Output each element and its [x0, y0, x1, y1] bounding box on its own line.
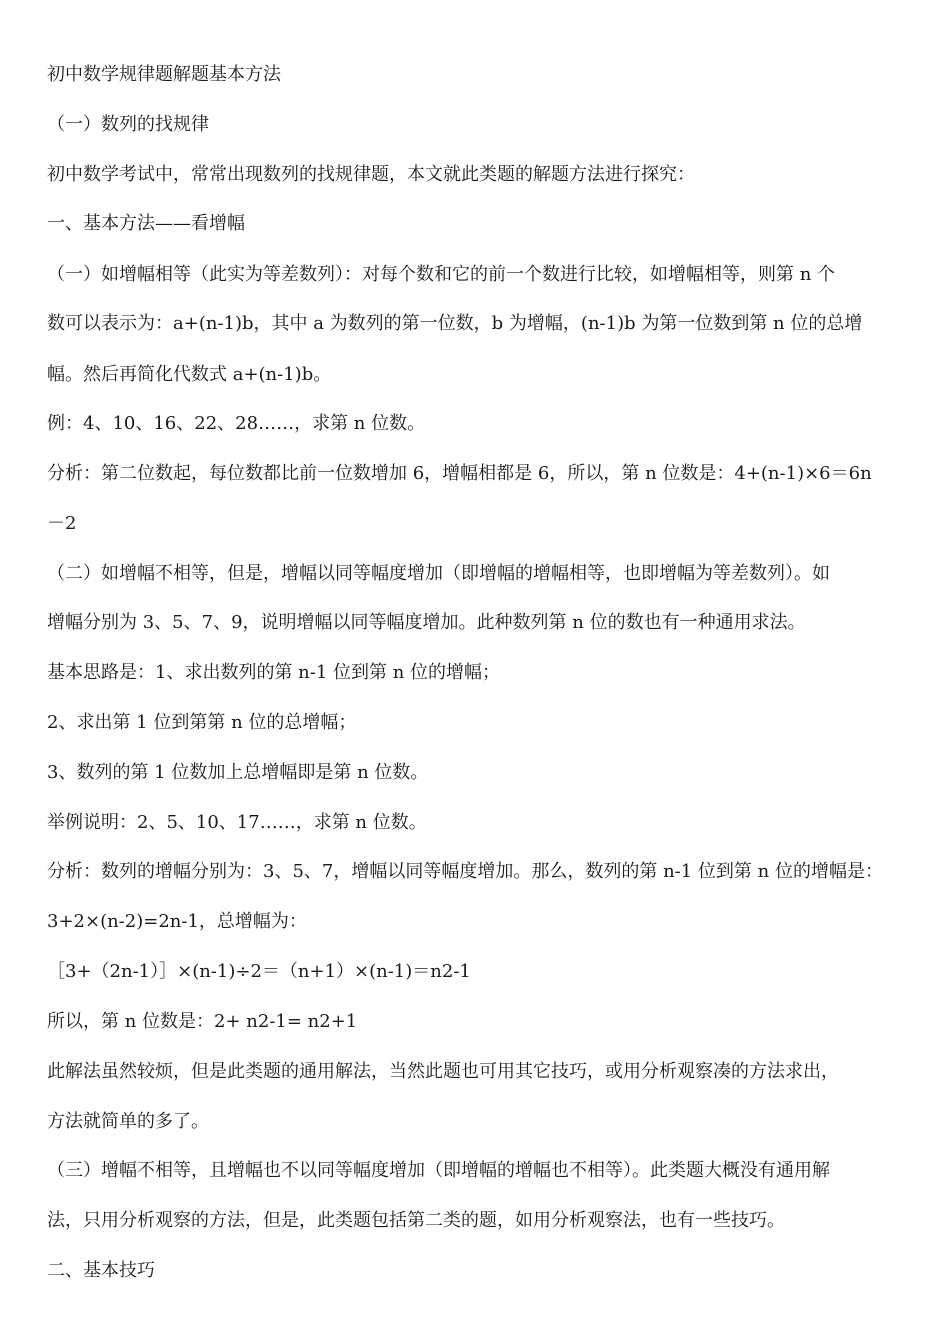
- formula-line: 所以，第 n 位数是：2+ n2-1= n2+1: [47, 1011, 358, 1032]
- paragraph-line: 此解法虽然较烦，但是此类题的通用解法，当然此题也可用其它技巧，或用分析观察凑的方法求出，: [47, 1061, 839, 1082]
- formula-line: ［3+（2n-1）］×(n-1)÷2＝（n+1）×(n-1)＝n2-1: [47, 961, 471, 982]
- document-title: 初中数学规律题解题基本方法: [47, 64, 281, 85]
- paragraph-line: 数可以表示为：a+(n-1)b，其中 a 为数列的第一位数，b 为增幅，(n-1)b 为第一位数到第 n 位的总增: [47, 313, 863, 334]
- analysis-line: 分析：数列的增幅分别为：3、5、7，增幅以同等幅度增加。那么，数列的第 n-1 位到第 n 位的增幅是：: [47, 861, 883, 882]
- paragraph-line: 幅。然后再简化代数式 a+(n-1)b。: [47, 364, 332, 385]
- section-heading: 二、基本技巧: [47, 1260, 155, 1281]
- paragraph-line: 法，只用分析观察的方法，但是，此类题包括第二类的题，如用分析观察法，也有一些技巧。: [47, 1210, 785, 1231]
- paragraph-line: 增幅分别为 3、5、7、9，说明增幅以同等幅度增加。此种数列第 n 位的数也有一种通用求法。: [47, 612, 806, 633]
- paragraph-line: （二）如增幅不相等，但是，增幅以同等幅度增加（即增幅的增幅相等，也即增幅为等差数列）。如: [47, 563, 830, 584]
- paragraph-line: （一）如增幅相等（此实为等差数列）：对每个数和它的前一个数进行比较，如增幅相等，则第 n 个: [47, 264, 836, 285]
- paragraph-line: 方法就简单的多了。: [47, 1111, 209, 1132]
- section-heading: （一）数列的找规律: [47, 114, 209, 135]
- example-line: 例：4、10、16、22、28……，求第 n 位数。: [47, 413, 426, 434]
- paragraph-line: 3、数列的第 1 位数加上总增幅即是第 n 位数。: [47, 762, 429, 783]
- paragraph-line: 初中数学考试中，常常出现数列的找规律题，本文就此类题的解题方法进行探究：: [47, 164, 695, 185]
- analysis-line: －2: [47, 513, 77, 534]
- analysis-line: 分析：第二位数起，每位数都比前一位数增加 6，增幅相都是 6，所以，第 n 位数是：4+(n-1)×6＝6n: [47, 463, 872, 484]
- paragraph-line: 2、求出第 1 位到第第 n 位的总增幅；: [47, 712, 357, 733]
- paragraph-line: 基本思路是：1、求出数列的第 n-1 位到第 n 位的增幅；: [47, 662, 501, 683]
- paragraph-line: （三）增幅不相等，且增幅也不以同等幅度增加（即增幅的增幅也不相等）。此类题大概没有通用解: [47, 1160, 830, 1181]
- formula-line: 3+2×(n-2)=2n-1，总增幅为：: [47, 911, 307, 932]
- example-line: 举例说明：2、5、10、17……，求第 n 位数。: [47, 812, 427, 833]
- section-heading: 一、基本方法——看增幅: [47, 213, 245, 234]
